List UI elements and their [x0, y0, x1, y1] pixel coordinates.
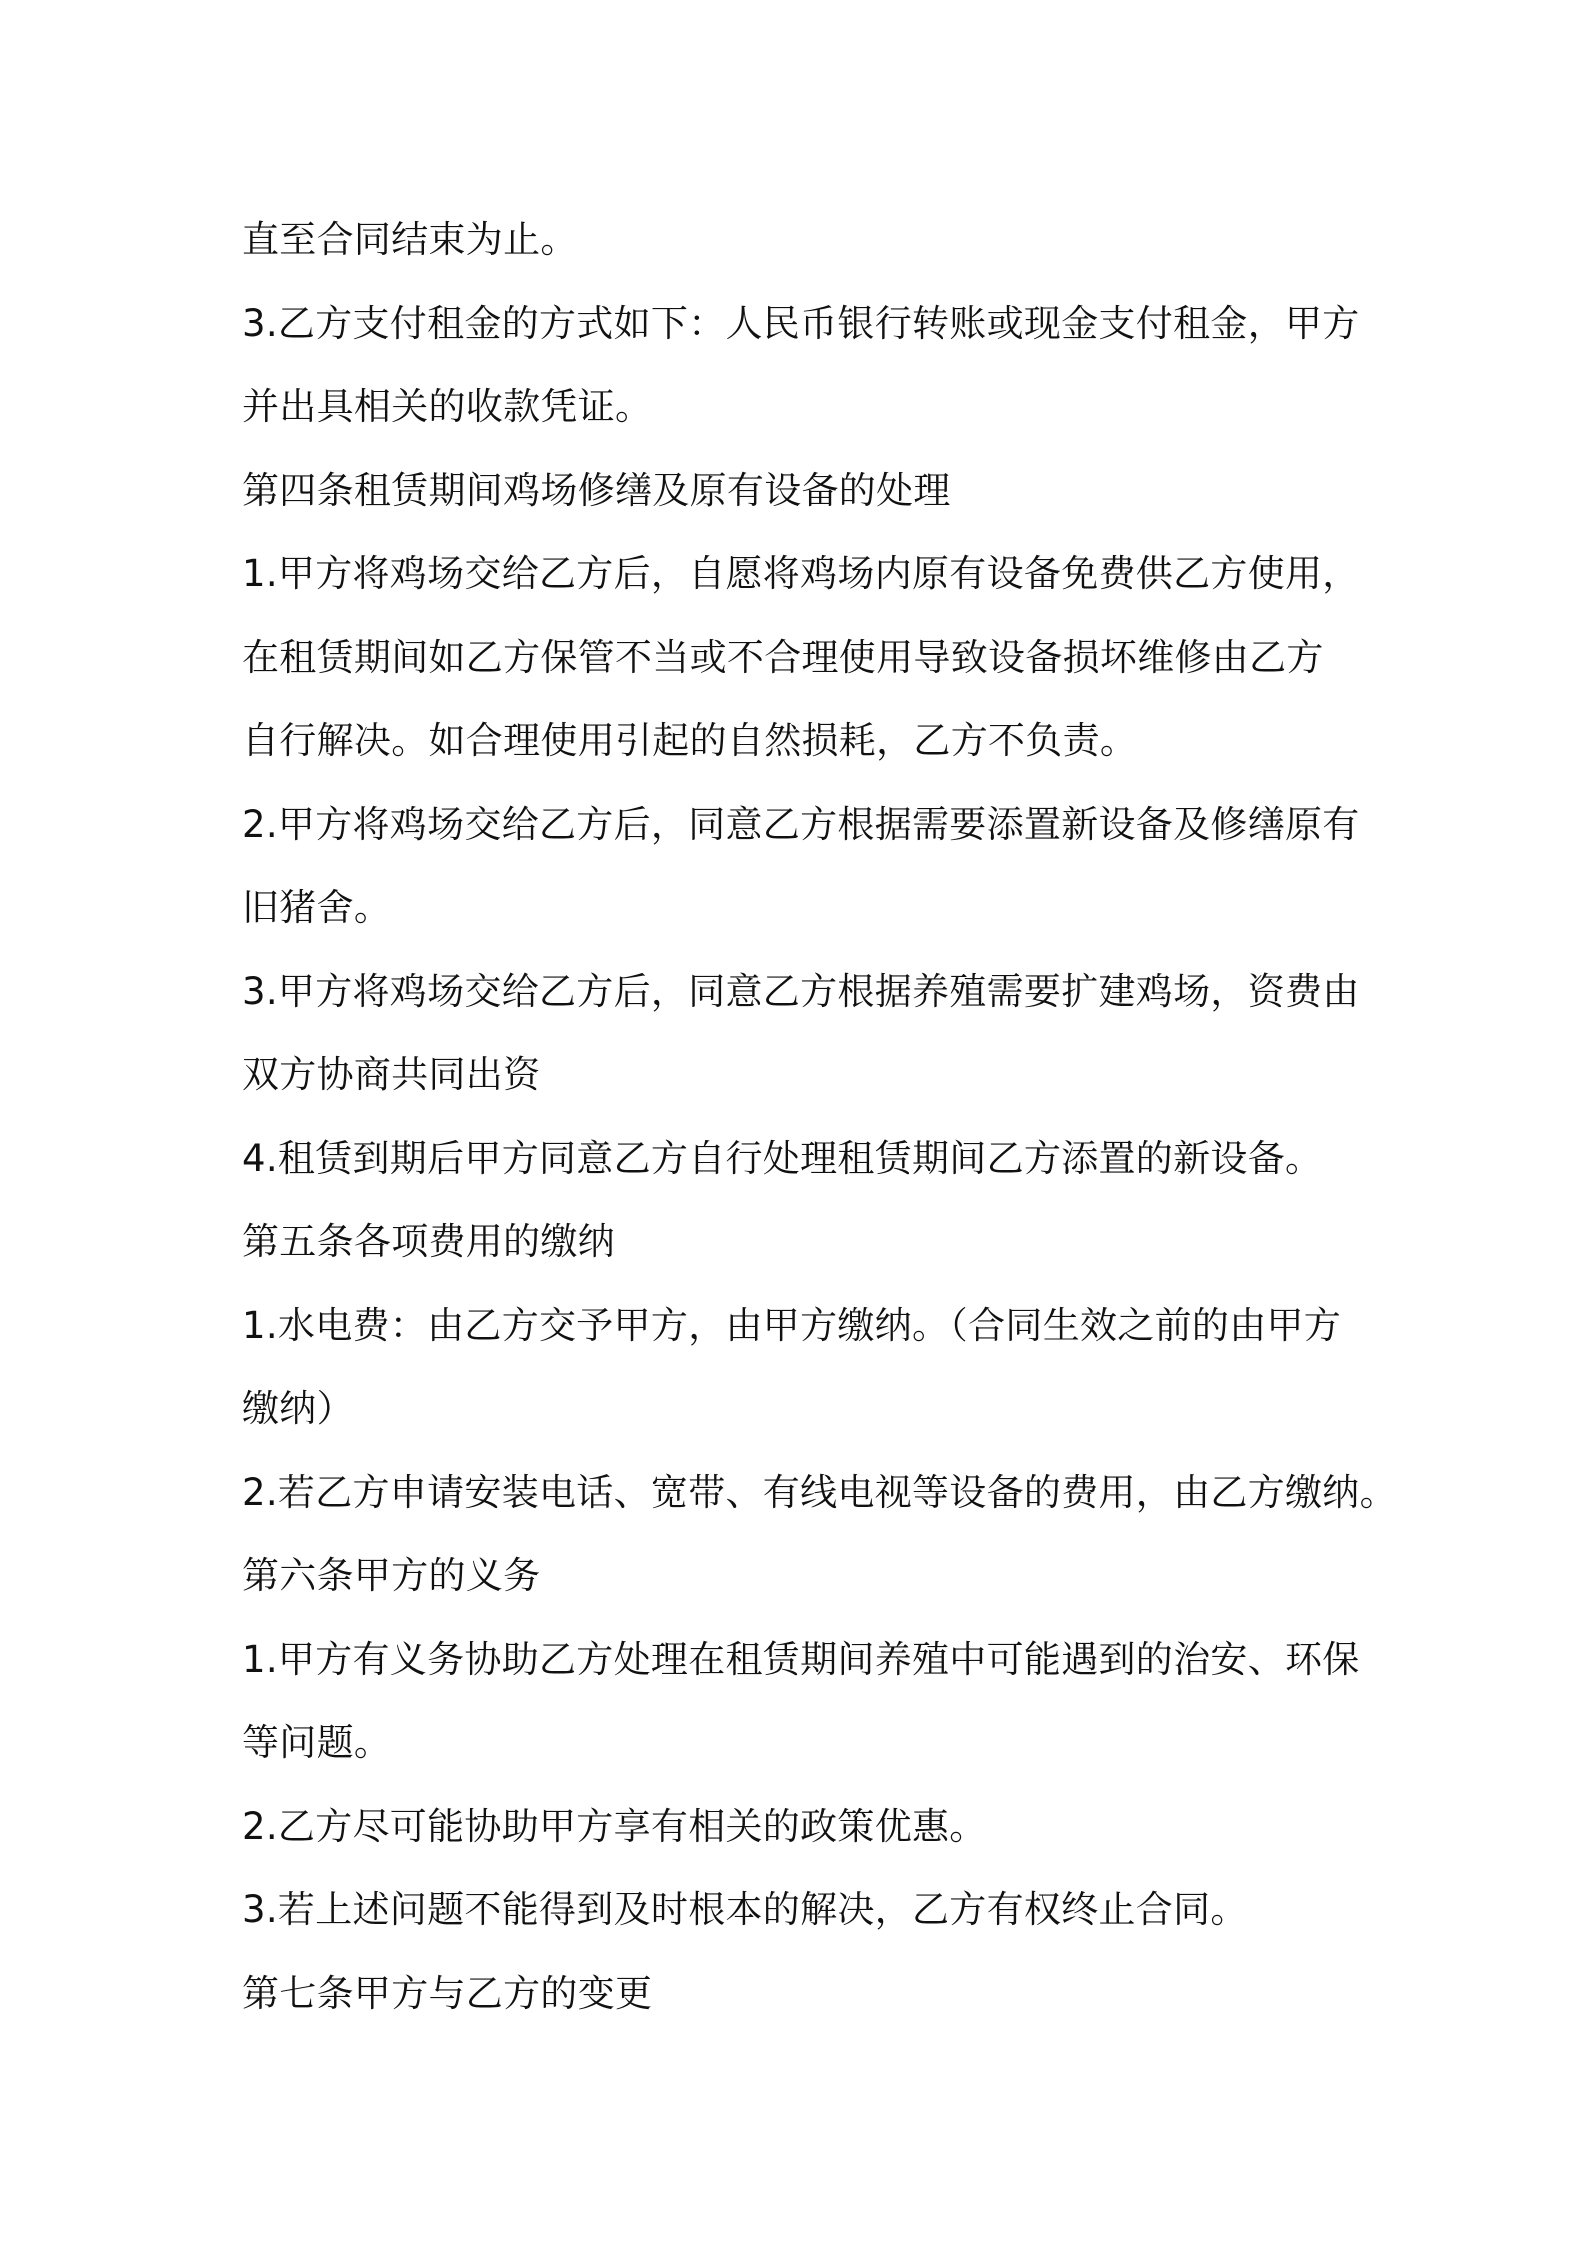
text-line: 3.乙方支付租金的方式如下：人民币银行转账或现金支付租金，甲方	[242, 301, 1360, 345]
text-line: 1.甲方将鸡场交给乙方后，自愿将鸡场内原有设备免费供乙方使用，	[242, 552, 1360, 595]
text-line: 1.水电费：由乙方交予甲方，由甲方缴纳。（合同生效之前的由甲方	[242, 1303, 1342, 1347]
text-line: 3.甲方将鸡场交给乙方后，同意乙方根据养殖需要扩建鸡场，资费由	[242, 969, 1360, 1013]
text-line: 等问题。	[242, 1721, 392, 1764]
text-line: 在租赁期间如乙方保管不当或不合理使用导致设备损坏维修由乙方	[242, 635, 1324, 679]
document-body	[242, 198, 1397, 2035]
text-line: 直至合同结束为止。	[242, 218, 578, 261]
text-line: 2.甲方将鸡场交给乙方后，同意乙方根据需要添置新设备及修缮原有	[242, 802, 1360, 846]
text-line: 并出具相关的收款凭证。	[242, 385, 653, 428]
text-line: 自行解决。如合理使用引起的自然损耗，乙方不负责。	[242, 719, 1138, 762]
text-line: 4.租赁到期后甲方同意乙方自行处理租赁期间乙方添置的新设备。	[242, 1136, 1323, 1180]
section-heading: 第七条甲方与乙方的变更	[242, 1971, 653, 2015]
text-line: 旧猪舍。	[242, 886, 392, 929]
text-line: 2.若乙方申请安装电话、宽带、有线电视等设备的费用，由乙方缴纳。	[242, 1470, 1397, 1514]
text-line: 缴纳）	[242, 1387, 354, 1430]
text-line: 2.乙方尽可能协助甲方享有相关的政策优惠。	[242, 1804, 987, 1848]
section-heading: 第五条各项费用的缴纳	[242, 1220, 615, 1263]
text-line: 3.若上述问题不能得到及时根本的解决，乙方有权终止合同。	[242, 1888, 1248, 1931]
section-heading: 第六条甲方的义务	[242, 1554, 541, 1597]
text-line: 双方协商共同出资	[242, 1053, 541, 1096]
section-heading: 第四条租赁期间鸡场修缮及原有设备的处理	[242, 468, 951, 512]
text-line: 1.甲方有义务协助乙方处理在租赁期间养殖中可能遇到的治安、环保	[242, 1637, 1360, 1681]
